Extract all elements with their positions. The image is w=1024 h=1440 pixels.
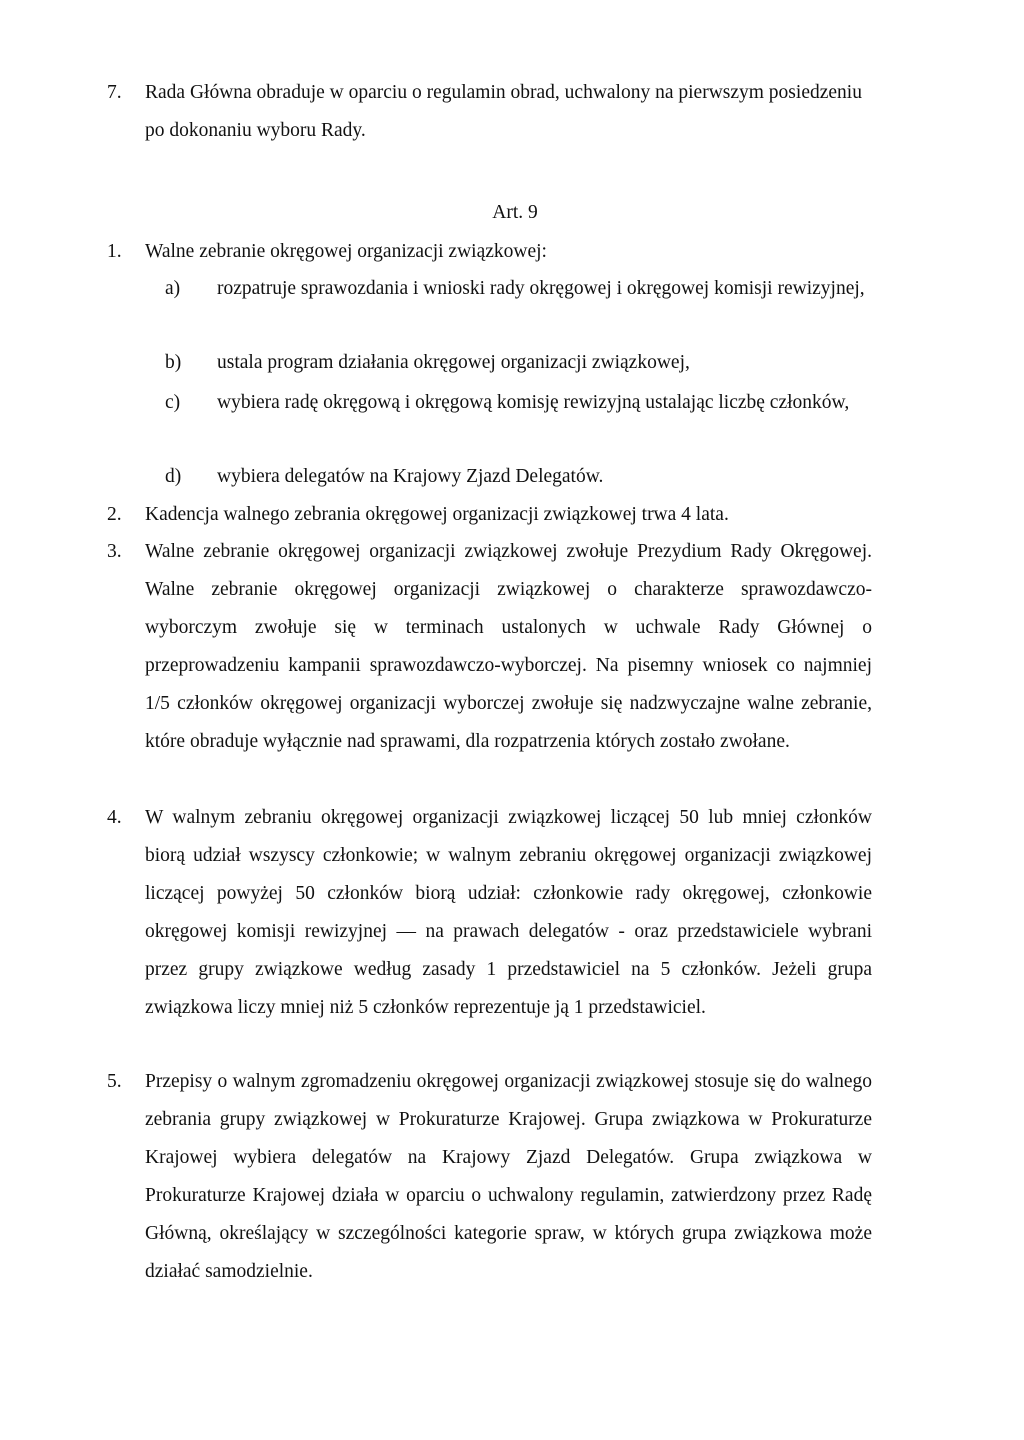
paragraph-number: 1. [107,241,122,262]
list-item-text: ustala program działania okręgowej organizacji związkowej, [217,352,690,373]
paragraph-1 [107,233,872,271]
paragraph-text: Kadencja walnego zebrania okręgowej organizacji związkowej trwa 4 lata. [145,504,729,525]
paragraph-4 [107,799,872,1027]
paragraph-7 [107,74,872,150]
paragraph-number: 2. [107,504,122,525]
paragraph-text: W walnym zebraniu okręgowej organizacji związkowej liczącej 50 lub mniej członków biorą udział wszyscy członkowie; w walnym zebraniu okręgowej organizacji związkowej liczącej powyżej 50 członków biorą udział: członkowie rady okręgowej, członkowie okręgowej komisji rewizyjnej — na prawach delegatów - oraz przedstawiciele wybrani przez grupy związkowe według zasady 1 przedstawiciel na 5 członków. Jeżeli grupa związkowa liczy mniej niż 5 członków reprezentuje ją 1 przedstawiciel. [145,807,872,1018]
list-item-a [165,270,872,308]
list-item-d [165,458,872,496]
paragraph-number: 5. [107,1071,122,1092]
paragraph-text: Rada Główna obraduje w oparciu o regulamin obrad, uchwalony na pierwszym posiedzeniu po dokonaniu wyboru Rady. [145,82,862,141]
list-item-label: a) [165,278,181,299]
list-item-c [165,384,872,422]
paragraph-2 [107,496,872,534]
list-item-text: wybiera radę okręgową i okręgową komisję rewizyjną ustalając liczbę członków, [217,392,850,413]
paragraph-number: 7. [107,82,122,103]
list-item-text: rozpatruje sprawozdania i wnioski rady okręgowej i okręgowej komisji rewizyjnej, [217,278,865,299]
list-item-b [165,344,872,382]
paragraph-text: Walne zebranie okręgowej organizacji związkowej zwołuje Prezydium Rady Okręgowej. Walne zebranie okręgowej organizacji związkowej o charakterze sprawozdawczo-wyborczym zwołuje się w terminach ustalonych w uchwale Rady Głównej o przeprowadzeniu kampanii sprawozdawczo-wyborczej. Na pisemny wniosek co najmniej 1/5 członków okręgowej organizacji wyborczej zwołuje się nadzwyczajne walne zebranie, które obraduje wyłącznie nad sprawami, dla rozpatrzenia których zostało zwołane. [145,541,872,752]
paragraph-text: Walne zebranie okręgowej organizacji związkowej: [145,241,547,262]
list-item-label: d) [165,466,182,487]
article-heading: Art. 9 [492,202,538,223]
paragraph-3 [107,533,872,761]
paragraph-number: 4. [107,807,122,828]
list-item-label: c) [165,392,181,413]
paragraph-5 [107,1063,872,1291]
list-item-label: b) [165,352,182,373]
paragraph-text: Przepisy o walnym zgromadzeniu okręgowej organizacji związkowej stosuje się do walnego zebrania grupy związkowej w Prokuraturze Krajowej. Grupa związkowa w Prokuraturze Krajowej wybiera delegatów na Krajowy Zjazd Delegatów. Grupa związkowa w Prokuraturze Krajowej działa w oparciu o uchwalony regulamin, zatwierdzony przez Radę Główną, określający w szczególności kategorie spraw, w których grupa związkowa może działać samodzielnie. [145,1071,872,1282]
list-item-text: wybiera delegatów na Krajowy Zjazd Delegatów. [217,466,604,487]
paragraph-number: 3. [107,541,122,562]
